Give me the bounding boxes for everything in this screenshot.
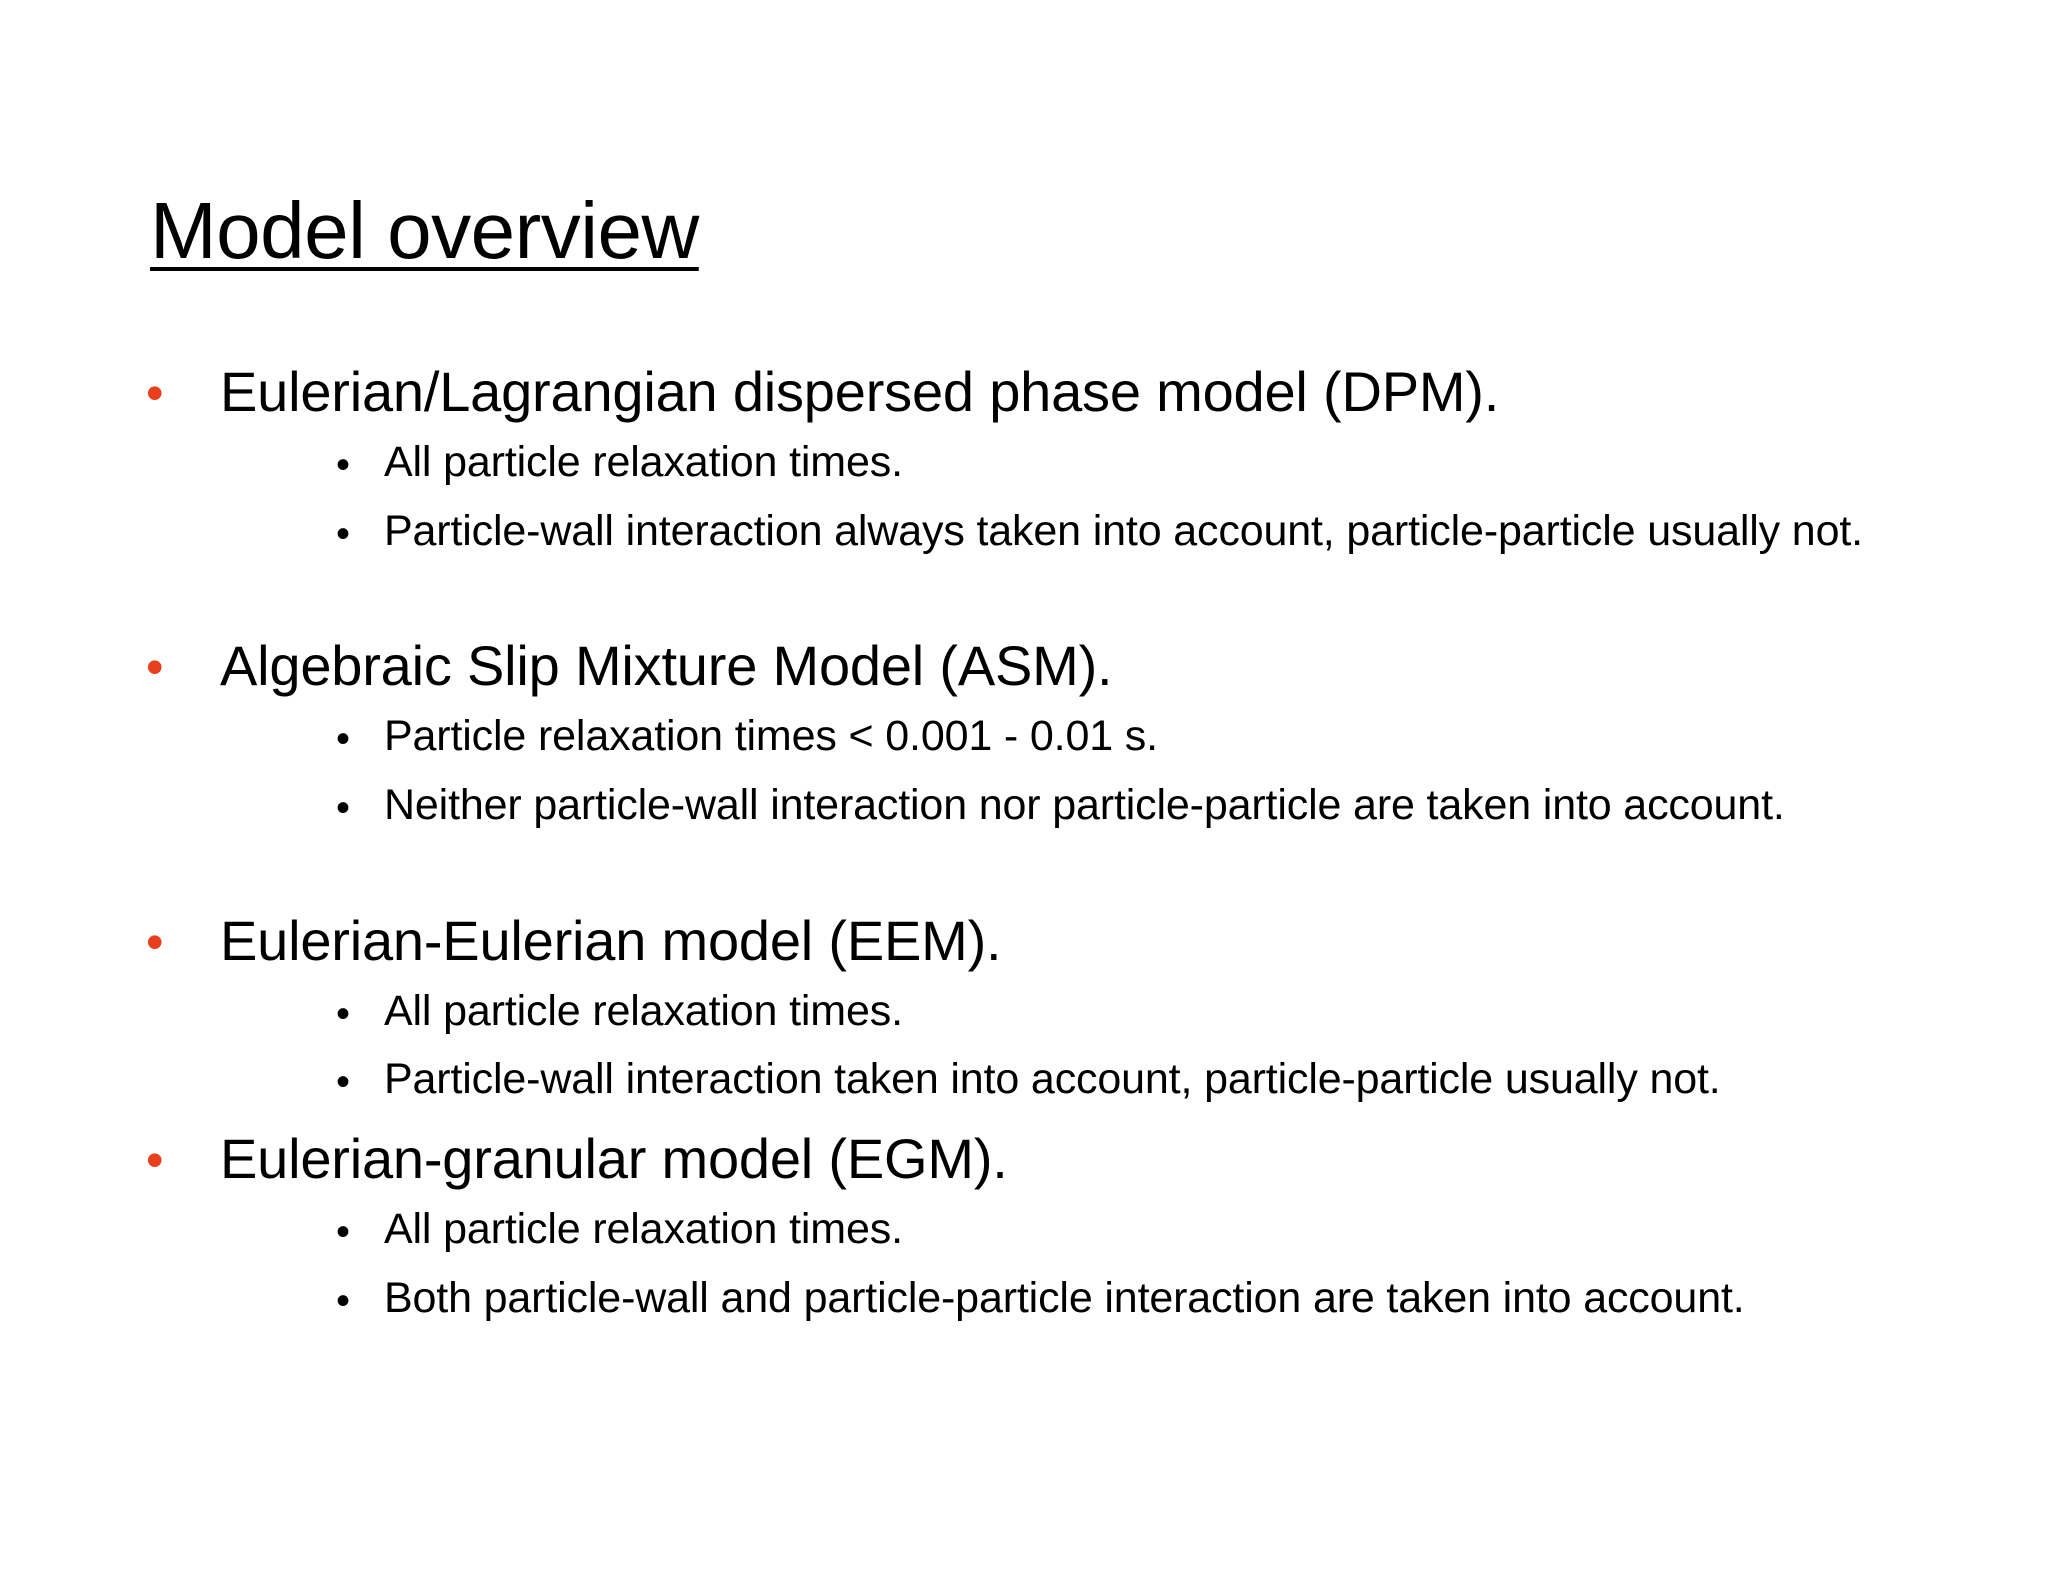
- sub-item: Both particle-wall and particle-particle interaction are taken into account.: [384, 1274, 1745, 1322]
- sub-item: Particle-wall interaction taken into account, particle-particle usually not.: [384, 1055, 1721, 1103]
- sub-bullet-icon: •: [336, 717, 351, 761]
- sub-bullet-icon: •: [336, 443, 351, 487]
- main-bullet-icon: •: [146, 639, 164, 695]
- main-bullet-icon: •: [146, 1132, 164, 1188]
- sub-bullet-icon: •: [336, 1060, 351, 1104]
- sub-bullet-icon: •: [336, 992, 351, 1036]
- sub-bullet-icon: •: [336, 1279, 351, 1323]
- page-title: Model overview: [150, 186, 699, 275]
- main-bullet-icon: •: [146, 365, 164, 421]
- section-heading: Eulerian-Eulerian model (EEM).: [220, 909, 1002, 972]
- sub-bullet-icon: •: [336, 512, 351, 556]
- sub-bullet-icon: •: [336, 1210, 351, 1254]
- section-heading: Eulerian/Lagrangian dispersed phase model (DPM).: [220, 360, 1500, 423]
- section-heading: Eulerian-granular model (EGM).: [220, 1127, 1008, 1190]
- sub-item: All particle relaxation times.: [384, 438, 903, 486]
- sub-item: Particle relaxation times < 0.001 - 0.01 s.: [384, 712, 1158, 760]
- sub-item: Particle-wall interaction always taken into account, particle-particle usually not.: [384, 507, 1863, 555]
- main-bullet-icon: •: [146, 914, 164, 970]
- sub-item: All particle relaxation times.: [384, 987, 903, 1035]
- sub-bullet-icon: •: [336, 786, 351, 830]
- section-heading: Algebraic Slip Mixture Model (ASM).: [220, 634, 1113, 697]
- sub-item: All particle relaxation times.: [384, 1205, 903, 1253]
- sub-item: Neither particle-wall interaction nor particle-particle are taken into account.: [384, 781, 1785, 829]
